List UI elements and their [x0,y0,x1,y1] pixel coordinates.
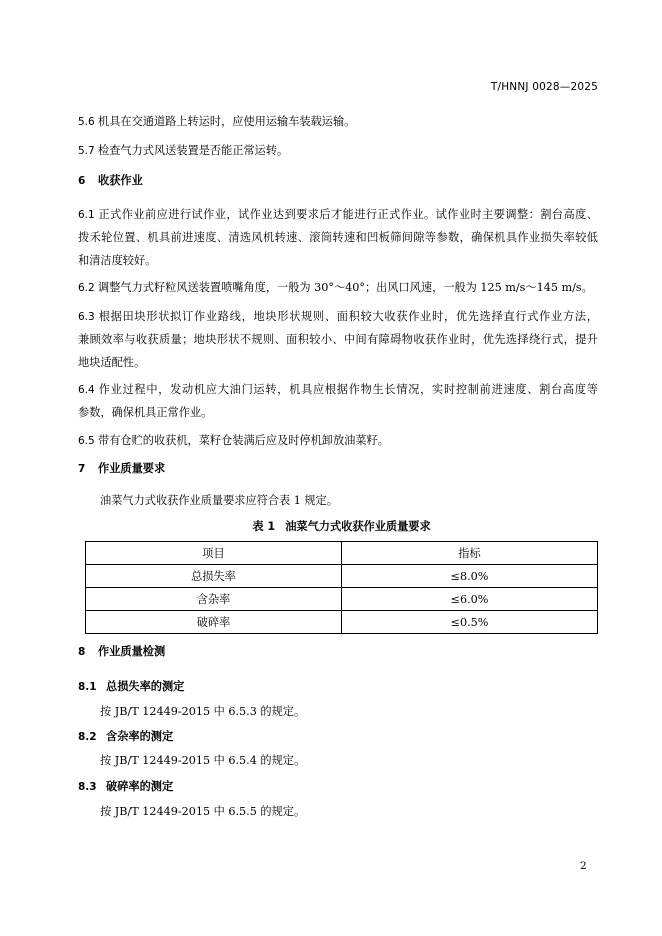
clause-text: 正式作业前应进行试作业，试作业达到要求后才能进行正式作业。试作业时主要调整：割台高度、 [98,208,598,221]
section-number: 6 [78,175,86,187]
subsection-number: 8.1 [78,681,97,693]
clause-6-1-line-3: 和清洁度较好。 [78,254,157,267]
clause-number: 6.5 [78,435,95,447]
subsection-title: 含杂率的测定 [106,730,174,743]
clause-text: 机具在交通道路上转运时，应使用运输车装载运输。 [98,115,356,128]
clause-6-3-line-1 [78,309,598,325]
clause-number: 6.4 [78,384,95,396]
section-heading-6 [78,173,598,189]
subsection-heading-8-2 [78,729,598,745]
table-row [86,565,598,588]
table-cell-value: ≤0.5% [342,611,598,634]
subsection-number: 8.2 [78,731,97,743]
clause-text: 作业过程中，发动机应大油门运转，机具应根据作物生长情况，实时控制前进速度、割台高度等 [98,383,598,396]
table-row [86,611,598,634]
clause-text: 调整气力式籽粒风送装置喷嘴角度，一般为 30°～40°；出风口风速，一般为 125 m/s～145 m/s。 [98,281,593,294]
subsection-heading-8-1 [78,679,598,695]
clause-6-1-line-2: 拨禾轮位置、机具前进速度、清选风机转速、滚筒转速和凹板筛间隙等参数，确保机具作业损失率较低 [78,231,598,244]
table-header-cell: 项目 [86,542,342,565]
subsection-heading-8-3 [78,779,598,795]
clause-5-6 [78,114,598,130]
document-code-header: T/HNNJ 0028—2025 [490,81,598,93]
subsection-title: 总损失率的测定 [106,680,185,693]
clause-number: 5.6 [78,116,95,128]
section-title: 作业质量要求 [98,462,166,475]
table-cell-item: 破碎率 [86,611,342,634]
subsection-8-3-text: 按 JB/T 12449-2015 中 6.5.5 的规定。 [100,805,306,818]
section-title: 作业质量检测 [98,645,166,658]
clause-6-5 [78,433,598,449]
subsection-number: 8.3 [78,781,97,793]
section-title: 收获作业 [98,174,143,187]
clause-5-7 [78,143,598,159]
table-row [86,588,598,611]
table-caption [85,519,598,535]
clause-text: 检查气力式风送装置是否能正常运转。 [98,144,289,157]
section-heading-8 [78,644,598,660]
subsection-title: 破碎率的测定 [106,780,174,793]
clause-6-1-line-1 [78,207,598,223]
clause-text: 带有仓贮的收获机，菜籽仓装满后应及时停机卸放油菜籽。 [98,434,389,447]
table-header-row [86,542,598,565]
table-title: 油菜气力式收获作业质量要求 [285,520,431,533]
clause-number: 6.1 [78,209,95,221]
table-cell-item: 含杂率 [86,588,342,611]
clause-number: 6.3 [78,311,95,323]
clause-6-3-line-3: 地块适配性。 [78,356,146,369]
table-header-cell: 指标 [342,542,598,565]
clause-6-4-line-2: 参数，确保机具正常作业。 [78,406,213,419]
subsection-8-2-text: 按 JB/T 12449-2015 中 6.5.4 的规定。 [100,754,306,767]
section-number: 8 [78,646,86,658]
section-7-paragraph: 油菜气力式收获作业质量要求应符合表 1 规定。 [100,494,338,507]
clause-number: 5.7 [78,145,95,157]
table-cell-value: ≤8.0% [342,565,598,588]
table-cell-value: ≤6.0% [342,588,598,611]
quality-requirements-table [85,541,598,634]
clause-text: 根据田块形状拟订作业路线，地块形状规则、面积较大收获作业时，优先选择直行式作业方法， [98,310,598,323]
subsection-8-1-text: 按 JB/T 12449-2015 中 6.5.3 的规定。 [100,705,306,718]
section-number: 7 [78,463,86,475]
page-number: 2 [580,860,587,872]
section-heading-7 [78,461,598,477]
clause-6-3-line-2: 兼顾效率与收获质量；地块形状不规则、面积较小、中间有障碍物收获作业时，优先选择绕行式，提升 [78,333,598,346]
clause-6-4-line-1 [78,382,598,398]
table-cell-item: 总损失率 [86,565,342,588]
clause-6-2 [78,280,598,296]
clause-number: 6.2 [78,282,95,294]
table-label: 表 1 [252,520,276,533]
